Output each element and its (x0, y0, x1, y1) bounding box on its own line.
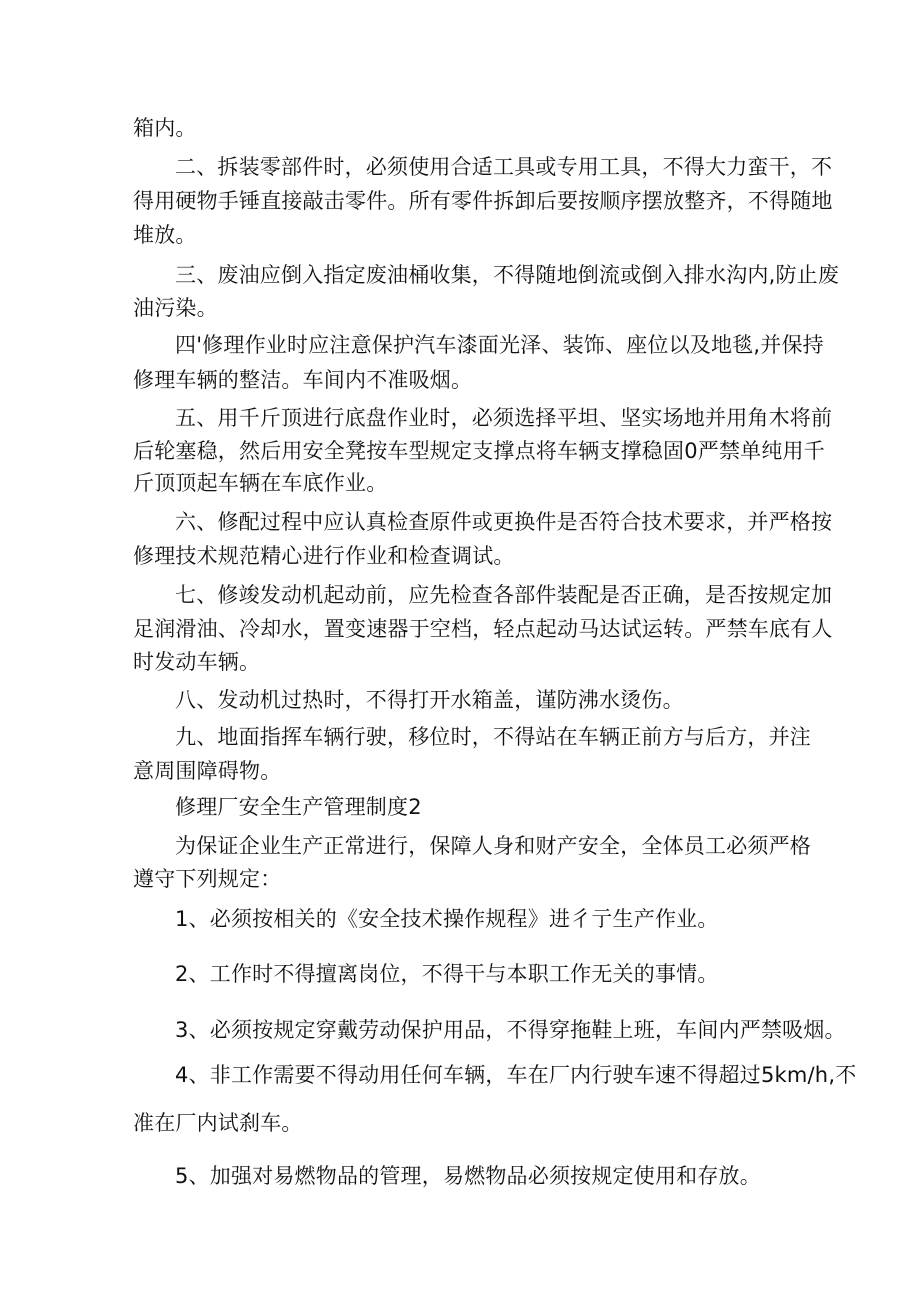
paragraph-item-7-line-2: 足润滑油、冷却水，置变速器于空档，轻点起动马达试运转。严禁车底有人 (133, 617, 833, 641)
paragraph-item-5-line-1: 五、用千斤顶进行底盘作业时，必须选择平坦、坚实场地并用角木将前 (175, 406, 833, 430)
text-line: 箱内。 (133, 116, 197, 140)
paragraph-item-8-line-1: 八、发动机过热时，不得打开水箱盖，谨防沸水烫伤。 (175, 688, 684, 712)
paragraph-item-3-line-1: 三、废油应倒入指定废油桶收集，不得随地倒流或倒入排水沟内,防止废 (175, 263, 840, 287)
rule-item-4-line-2: 准在厂内试刹车。 (133, 1111, 303, 1135)
paragraph-item-2-line-3: 堆放。 (133, 223, 197, 247)
paragraph-item-9-line-1: 九、地面指挥车辆行驶，移位时，不得站在车辆正前方与后方，并注 (175, 725, 811, 749)
paragraph-item-7-line-3: 时发动车辆。 (133, 650, 261, 674)
section-title: 修理厂安全生产管理制度2 (175, 795, 422, 819)
paragraph-item-7-line-1: 七、修竣发动机起动前，应先检查各部件装配是否正确，是否按规定加 (175, 583, 833, 607)
paragraph-item-2-line-1: 二、拆装零部件时，必须使用合适工具或专用工具，不得大力蛮干，不 (175, 155, 833, 179)
rule-item-3: 3、必须按规定穿戴劳动保护用品，不得穿拖鞋上班，车间内严禁吸烟。 (175, 1018, 846, 1042)
paragraph-item-2-line-2: 得用硬物手锤直接敲击零件。所有零件拆卸后要按顺序摆放整齐，不得随地 (133, 189, 833, 213)
paragraph-item-5-line-2: 后轮塞稳，然后用安全凳按车型规定支撑点将车辆支撑稳固0严禁单纯用千 (133, 439, 825, 463)
paragraph-item-5-line-3: 斤顶顶起车辆在车底作业。 (133, 471, 388, 495)
rule-item-5: 5、加强对易燃物品的管理，易燃物品必须按规定使用和存放。 (175, 1164, 761, 1188)
rule-item-1: 1、必须按相关的《安全技术操作规程》进彳亍生产作业。 (175, 907, 719, 931)
paragraph-item-9-line-2: 意周围障碍物。 (133, 759, 282, 783)
paragraph-item-3-line-2: 油污染。 (133, 296, 218, 320)
intro-line-2: 遵守下列规定： (133, 867, 282, 891)
paragraph-item-6-line-2: 修理技术规范精心进行作业和检查调试。 (133, 544, 515, 568)
rule-item-4-line-1: 4、非工作需要不得动用任何车辆，车在厂内行驶车速不得超过5km∕h,不 (175, 1063, 857, 1087)
intro-line-1: 为保证企业生产正常进行，保障人身和财产安全，全体员工必须严格 (175, 834, 811, 858)
paragraph-item-4-line-1: 四'修理作业时应注意保护汽车漆面光泽、装饰、座位以及地毯,并保持 (175, 333, 824, 357)
paragraph-item-6-line-1: 六、修配过程中应认真检查原件或更换件是否符合技术要求，并严格按 (175, 510, 833, 534)
rule-item-2: 2、工作时不得擅离岗位，不得干与本职工作无关的事情。 (175, 962, 719, 986)
paragraph-item-4-line-2: 修理车辆的整洁。车间内不准吸烟。 (133, 368, 473, 392)
